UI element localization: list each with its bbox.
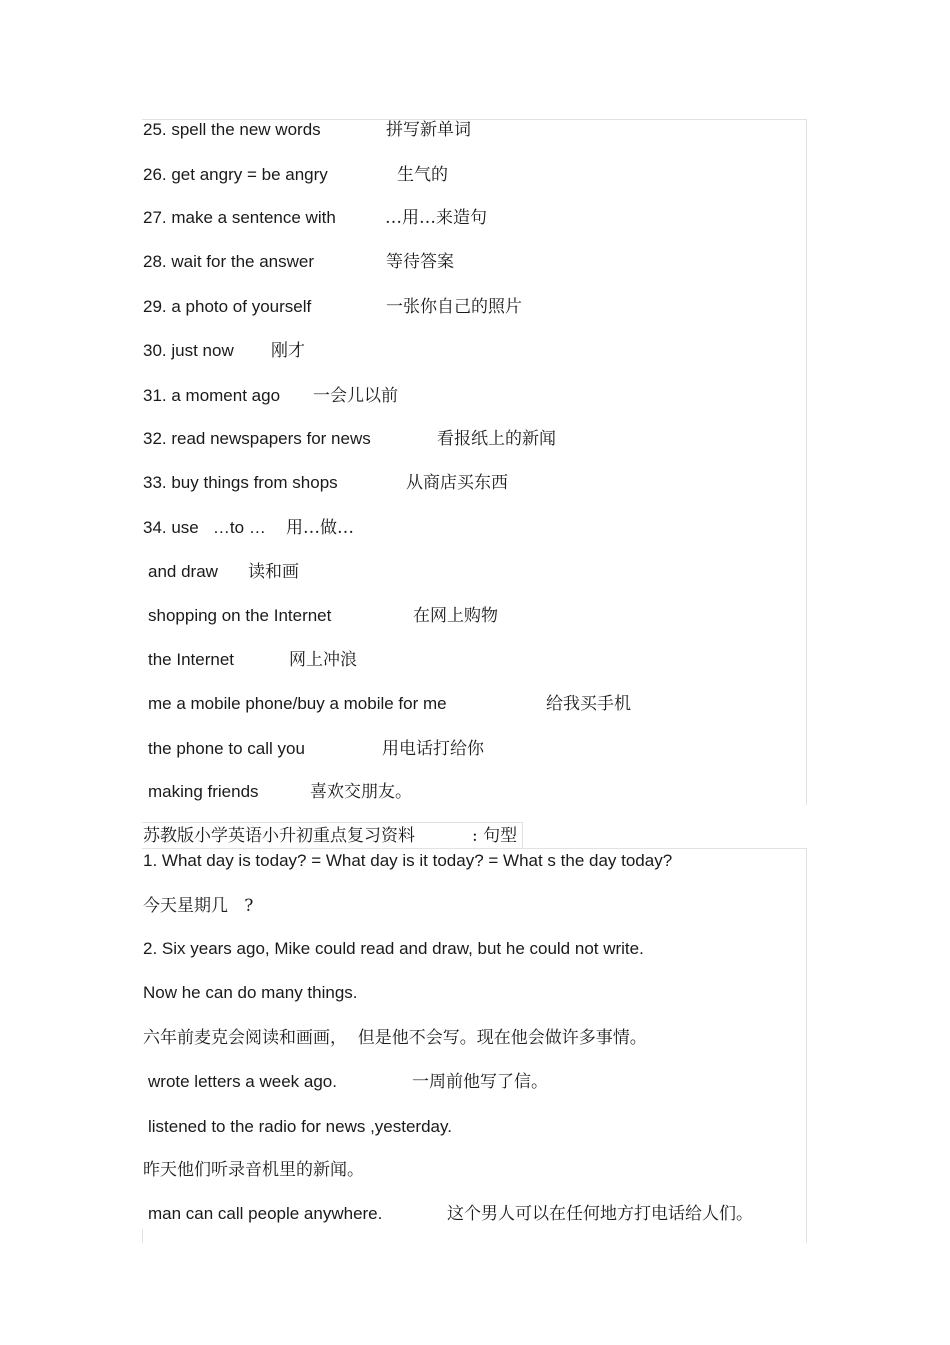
sentence-en: wrote letters a week ago. (148, 1072, 337, 1091)
sentence-en: Now he can do many things. (143, 983, 358, 1002)
phrase-cn: 给我买手机 (546, 694, 631, 714)
sentence-en: 2. Six years ago, Mike could read and draw, but he could not write. (143, 939, 644, 958)
sentence-en: 1. What day is today? = What day is it today? = What s the day today? (143, 851, 673, 870)
phrase-en: and draw (148, 562, 218, 581)
phrase-cn: 网上冲浪 (289, 650, 357, 670)
phrase-en: me a mobile phone/buy a mobile for me (148, 694, 447, 713)
phrase-en: shopping on the Internet (148, 606, 332, 625)
phrase-cn: 在网上购物 (413, 606, 498, 626)
phrase-cn: 看报纸上的新闻 (437, 429, 556, 449)
phrase-cn: 喜欢交朋友。 (310, 782, 412, 802)
phrase-cn: 等待答案 (386, 252, 454, 272)
phrase-cn: 一会儿以前 (313, 386, 398, 406)
phrase-en: 29. a photo of yourself (143, 297, 312, 316)
phrase-en: 26. get angry = be angry (143, 165, 328, 184)
phrase-en: 27. make a sentence with (143, 208, 336, 227)
phrase-cn: 从商店买东西 (406, 473, 508, 493)
phrase-en: 30. just now (143, 341, 234, 360)
phrase-cn: …用…来造句 (385, 208, 487, 228)
phrase-en: making friends (148, 782, 259, 801)
sentence-cn: 昨天他们听录音机里的新闻。 (143, 1160, 364, 1180)
phrase-en: 28. wait for the answer (143, 252, 315, 271)
section-title: 苏教版小学英语小升初重点复习资料 (143, 826, 415, 846)
phrase-en: 34. use …to … (143, 518, 266, 537)
phrase-cn: 读和画 (248, 562, 299, 582)
sentence-cn: 这个男人可以在任何地方打电话给人们。 (447, 1204, 753, 1224)
section-subtitle: : 句型 (472, 826, 518, 846)
phrase-cn: 一张你自己的照片 (386, 297, 522, 317)
sentence-en: man can call people anywhere. (148, 1204, 383, 1223)
phrase-cn: 用…做… (286, 518, 354, 538)
phrase-cn: 生气的 (397, 165, 448, 185)
sentence-en: listened to the radio for news ,yesterday. (148, 1117, 452, 1136)
phrase-en: 33. buy things from shops (143, 473, 338, 492)
phrase-cn: 用电话打给你 (382, 739, 484, 759)
phrase-en: the Internet (148, 650, 235, 669)
phrase-en: 32. read newspapers for news (143, 429, 371, 448)
phrase-cn: 刚才 (271, 341, 305, 361)
sentence-cn: 六年前麦克会阅读和画画， 但是他不会写。现在他会做许多事情。 (143, 1028, 647, 1048)
sentence-cn: 一周前他写了信。 (412, 1072, 548, 1092)
phrase-en: 25. spell the new words (143, 120, 321, 139)
phrase-cn: 拼写新单词 (386, 120, 471, 140)
sentence-cn: 今天星期几 ? (143, 896, 254, 916)
phrase-en: the phone to call you (148, 739, 305, 758)
phrase-en: 31. a moment ago (143, 386, 281, 405)
